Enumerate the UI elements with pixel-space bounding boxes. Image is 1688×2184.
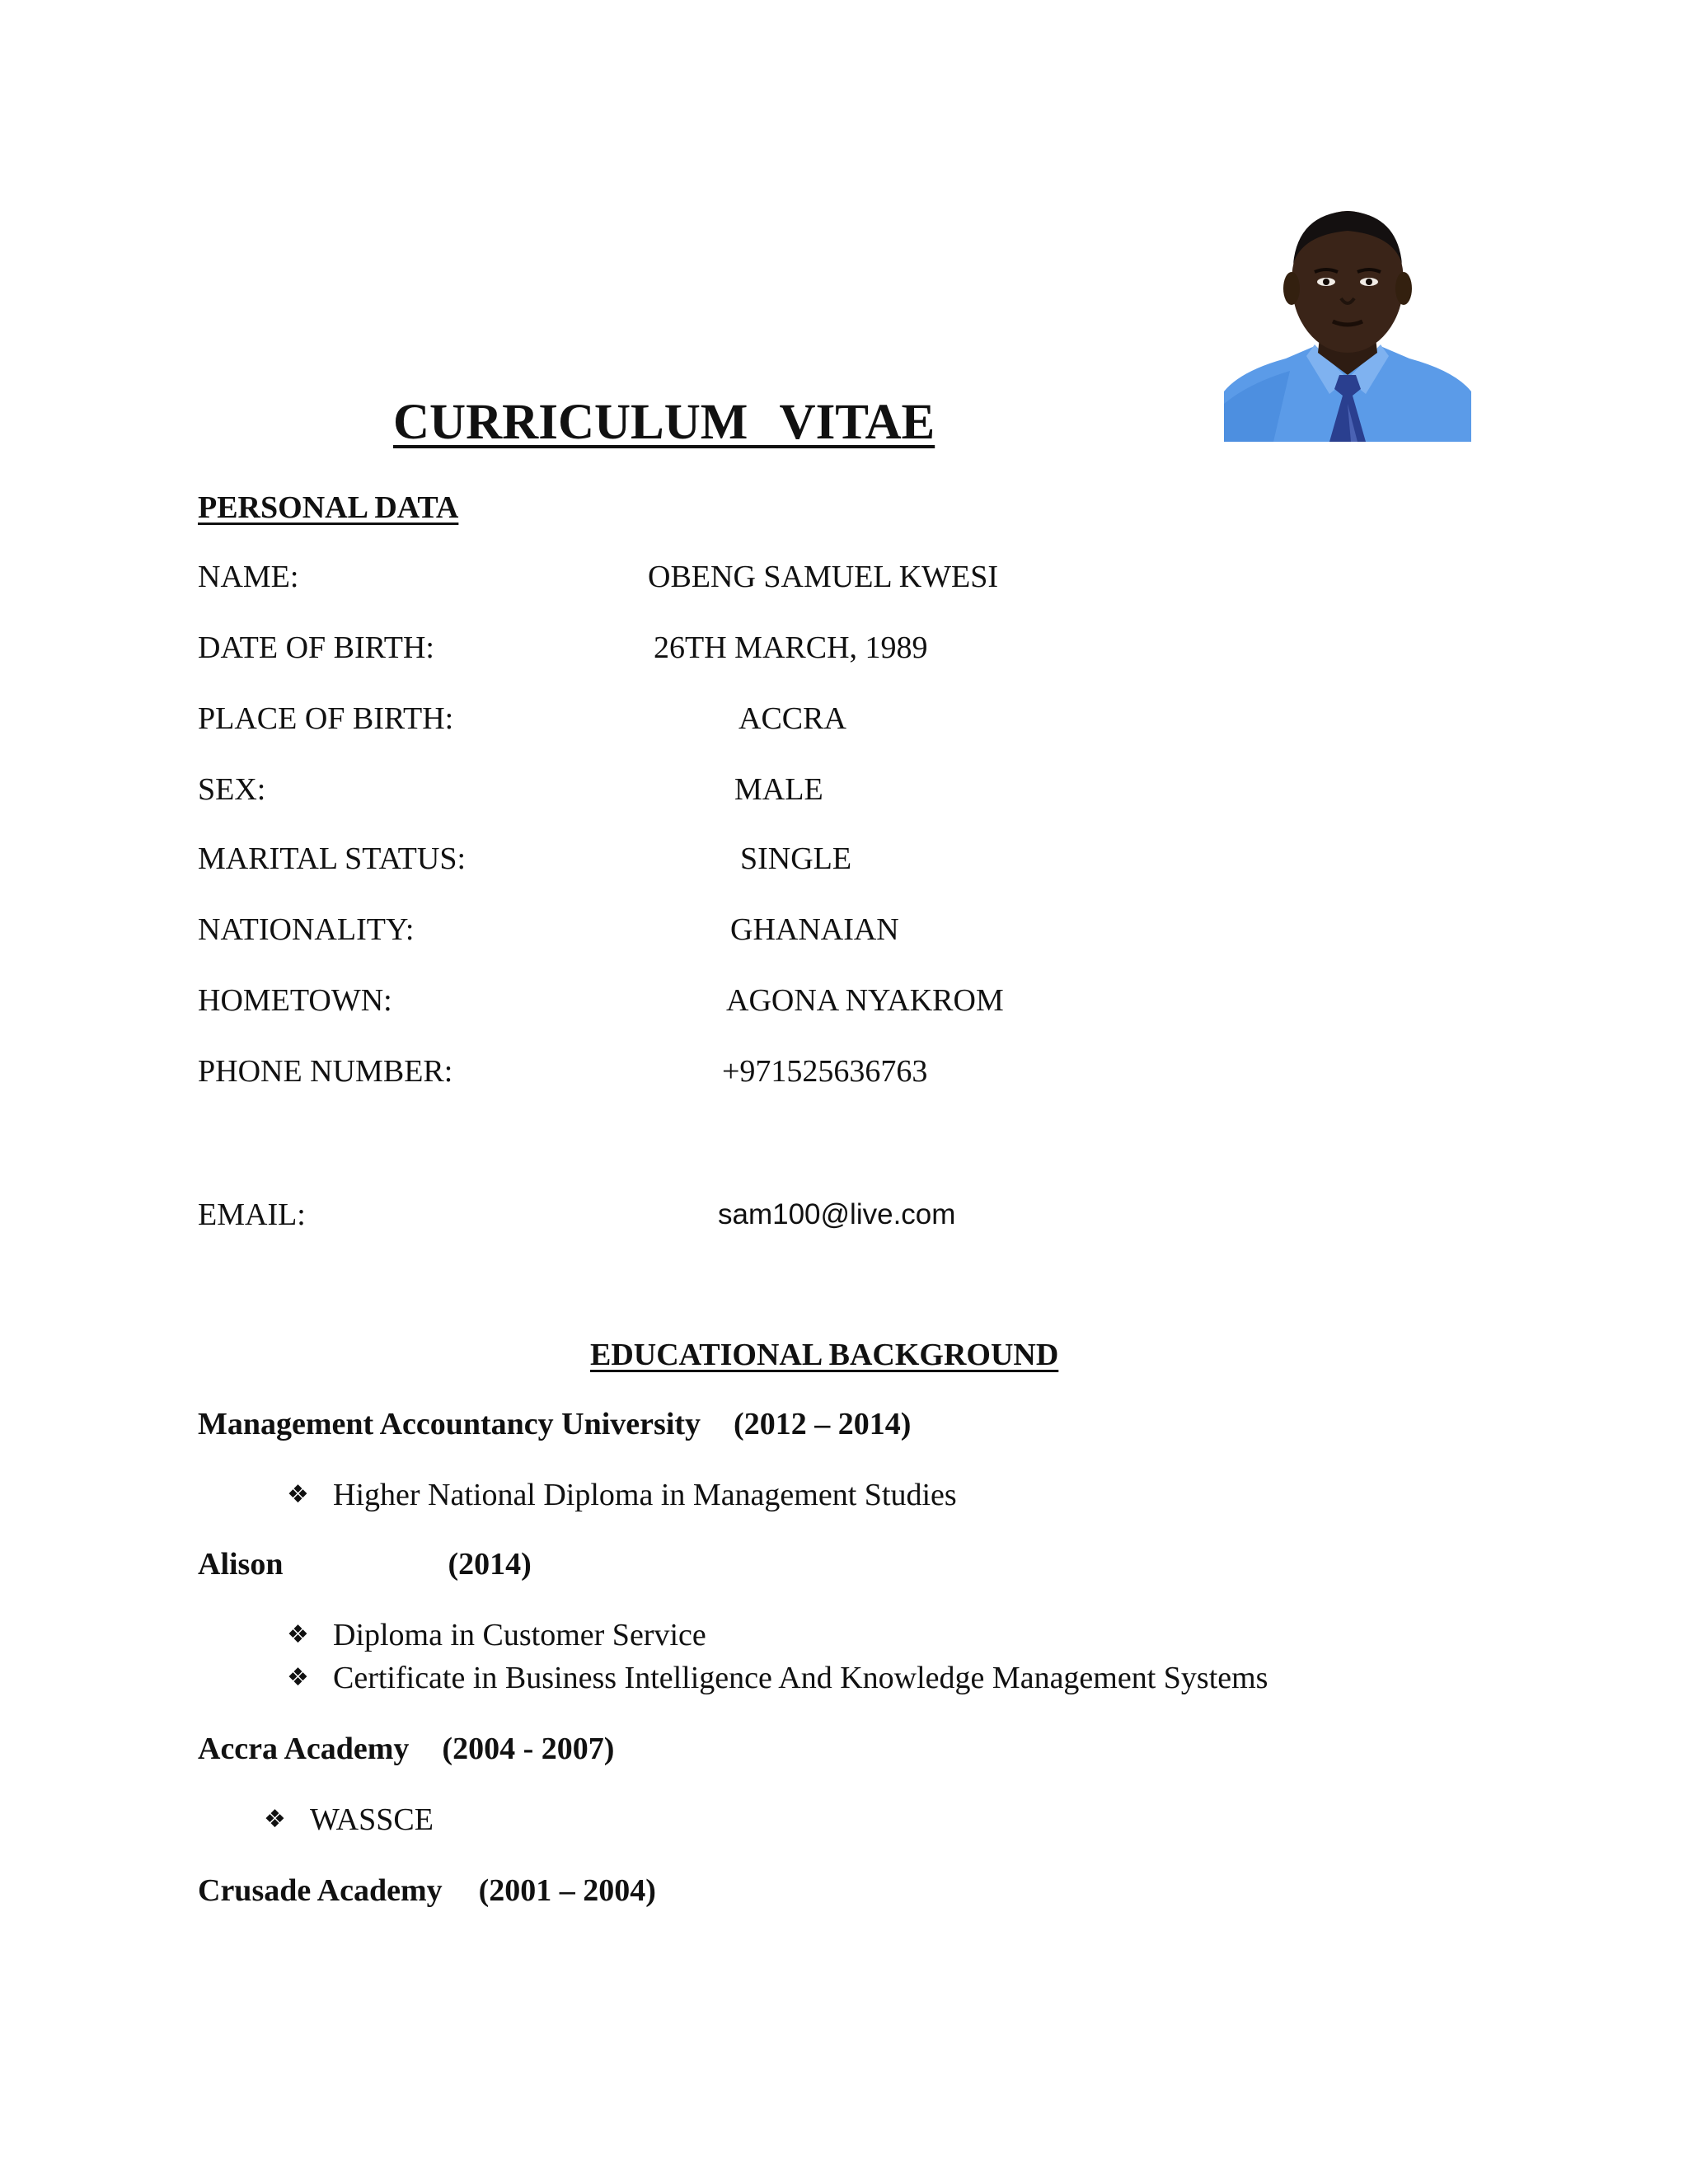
- email-label: EMAIL:: [198, 1197, 306, 1232]
- institution-name: Management Accountancy University: [198, 1407, 701, 1441]
- education-entry: [198, 1406, 911, 1442]
- portrait-image: [1224, 206, 1471, 442]
- list-item: [287, 1617, 706, 1653]
- hometown-label: HOMETOWN:: [198, 983, 392, 1018]
- qualification-text: Certificate in Business Intelligence And Knowledge Management Systems: [333, 1661, 1268, 1695]
- education-entry: [198, 1731, 614, 1767]
- name-value: OBENG SAMUEL KWESI: [648, 560, 999, 594]
- diamond-bullet-icon: ❖: [287, 1620, 309, 1649]
- institution-years: (2014): [448, 1547, 532, 1582]
- nationality-value: GHANAIAN: [730, 912, 899, 947]
- qualification-text: WASSCE: [310, 1802, 434, 1837]
- institution-name: Accra Academy: [198, 1732, 410, 1766]
- diamond-bullet-icon: ❖: [264, 1805, 286, 1834]
- marital-status-label: MARITAL STATUS:: [198, 841, 467, 876]
- qualification-text: Higher National Diploma in Management Studies: [333, 1478, 957, 1512]
- dob-label: DATE OF BIRTH:: [198, 630, 434, 665]
- personal-data-heading: PERSONAL DATA: [198, 490, 459, 525]
- marital-status-value: SINGLE: [740, 841, 852, 876]
- pob-value: ACCRA: [738, 701, 846, 736]
- list-item: [264, 1802, 434, 1838]
- institution-name: Alison: [198, 1547, 284, 1582]
- institution-years: (2001 – 2004): [478, 1873, 656, 1908]
- document-title: CURRICULUM VITAE: [393, 395, 935, 450]
- list-item: [287, 1477, 957, 1513]
- institution-years: (2012 – 2014): [734, 1407, 912, 1441]
- sex-label: SEX:: [198, 772, 266, 807]
- hometown-value: AGONA NYAKROM: [726, 983, 1004, 1018]
- education-heading: EDUCATIONAL BACKGROUND: [590, 1338, 1059, 1372]
- name-label: NAME:: [198, 560, 299, 594]
- institution-years: (2004 - 2007): [442, 1732, 615, 1766]
- diamond-bullet-icon: ❖: [287, 1663, 309, 1692]
- pob-label: PLACE OF BIRTH:: [198, 701, 454, 736]
- qualification-text: Diploma in Customer Service: [333, 1618, 706, 1652]
- diamond-bullet-icon: ❖: [287, 1480, 309, 1509]
- nationality-label: NATIONALITY:: [198, 912, 415, 947]
- education-entry: [198, 1546, 532, 1582]
- institution-name: Crusade Academy: [198, 1873, 443, 1908]
- list-item: [287, 1660, 1268, 1696]
- phone-label: PHONE NUMBER:: [198, 1054, 453, 1089]
- dob-value: 26TH MARCH, 1989: [654, 630, 928, 665]
- phone-value: +971525636763: [722, 1054, 928, 1089]
- email-value: sam100@live.com: [718, 1198, 956, 1230]
- sex-value: MALE: [734, 772, 823, 807]
- education-entry: [198, 1872, 656, 1909]
- profile-photo: [1224, 206, 1471, 442]
